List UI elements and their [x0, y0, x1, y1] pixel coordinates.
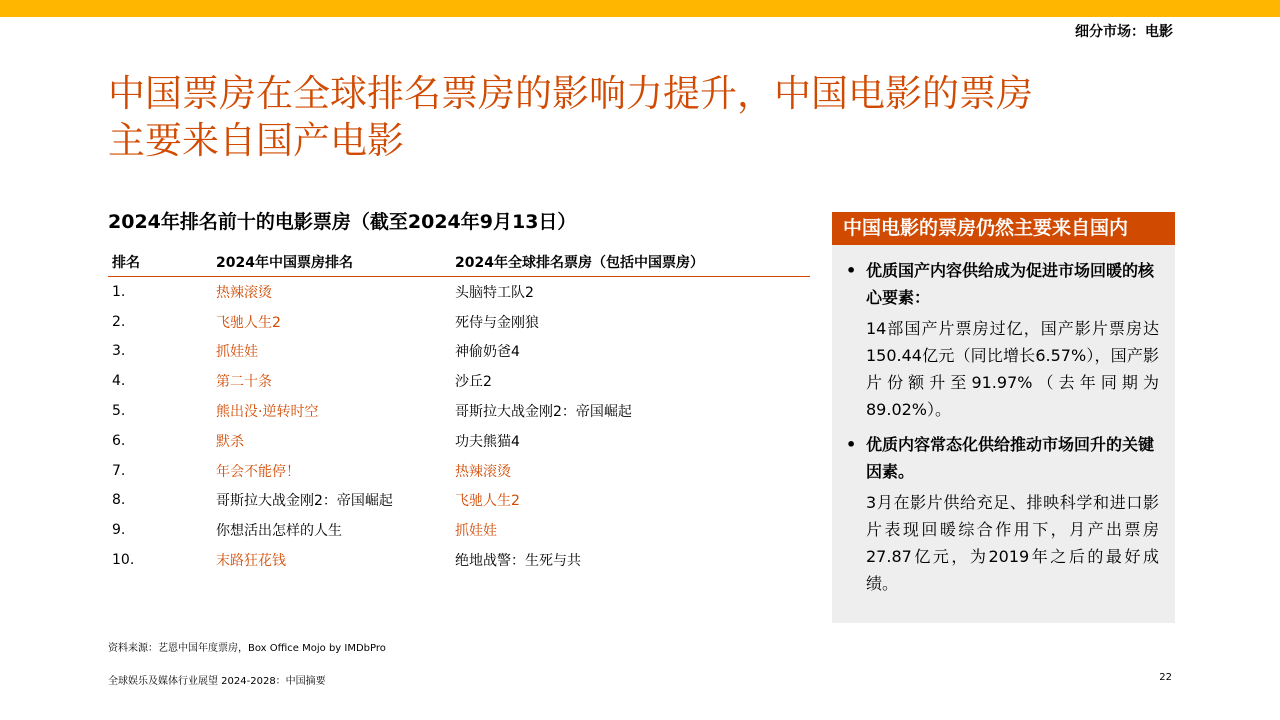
table-row: [108, 456, 810, 486]
china-rank-cell: 抓娃娃: [216, 344, 258, 361]
source-note: 资料来源：艺恩中国年度票房，Box Office Mojo by IMDbPro: [108, 643, 386, 654]
table-header-row: [108, 248, 810, 277]
panel-bullet: [846, 257, 1159, 311]
rank-cell: 10.: [112, 552, 135, 569]
table-row: [108, 366, 810, 396]
rank-cell: 4.: [112, 373, 126, 390]
table-row: [108, 515, 810, 545]
global-rank-cell: 沙丘2: [455, 374, 492, 391]
china-rank-cell: 哥斯拉大战金刚2：帝国崛起: [216, 493, 393, 510]
china-rank-cell: 默杀: [216, 433, 244, 450]
global-rank-cell: 功夫熊猫4: [455, 433, 520, 450]
table-row: [108, 545, 810, 575]
panel-bullet-text: 优质内容常态化供给推动市场回升的关键因素。: [866, 435, 1155, 481]
table-row: [108, 277, 810, 307]
report-footer: 全球娱乐及媒体行业展望 2024-2028：中国摘要: [108, 676, 326, 687]
rank-cell: 6.: [112, 432, 126, 449]
bullet-dot-icon: •: [846, 435, 857, 454]
china-rank-cell: 第二十条: [216, 374, 272, 391]
china-rank-cell: 末路狂花钱: [216, 553, 286, 570]
rank-cell: 8.: [112, 492, 126, 509]
rank-cell: 7.: [112, 462, 126, 479]
table-row: [108, 486, 810, 516]
china-rank-cell: 熊出没·逆转时空: [216, 404, 319, 421]
column-header-rank: 排名: [108, 248, 212, 277]
global-rank-cell: 抓娃娃: [455, 523, 497, 540]
top-accent-bar: [0, 0, 1280, 17]
panel-paragraph: 14部国产片票房过亿，国产影片票房达150.44亿元（同比增长6.57%），国产影片份额升至91.97%（去年同期为89.02%）。: [866, 319, 1159, 419]
panel-paragraph: 3月在影片供给充足、排映科学和进口影片表现回暖综合作用下，月产出票房27.87亿元，为2019年之后的最好成绩。: [866, 493, 1159, 593]
panel-heading: 中国电影的票房仍然主要来自国内: [832, 212, 1175, 245]
table-row: [108, 396, 810, 426]
rank-cell: 2.: [112, 313, 126, 330]
column-header-china: 2024年中国票房排名: [212, 248, 451, 277]
china-rank-cell: 热辣滚烫: [216, 284, 272, 301]
global-rank-cell: 头脑特工队2: [455, 284, 534, 301]
page-title-line-2: 主要来自国产电影: [108, 119, 404, 162]
table-row: [108, 337, 810, 367]
china-rank-cell: 你想活出怎样的人生: [216, 523, 342, 540]
table-title: 2024年排名前十的电影票房（截至2024年9月13日）: [108, 211, 577, 233]
rank-cell: 1.: [112, 283, 126, 300]
rank-cell: 5.: [112, 403, 126, 420]
table-row: [108, 307, 810, 337]
page-title: [108, 70, 1118, 164]
global-rank-cell: 绝地战警：生死与共: [455, 553, 581, 570]
global-rank-cell: 死侍与金刚狼: [455, 314, 539, 331]
insight-panel: [832, 212, 1175, 623]
china-rank-cell: 飞驰人生2: [216, 314, 281, 331]
global-rank-cell: 热辣滚烫: [455, 463, 511, 480]
box-office-table: [108, 248, 810, 575]
panel-bullet-text: 优质国产内容供给成为促进市场回暖的核心要素：: [866, 261, 1155, 307]
page-title-line-1: 中国票房在全球排名票房的影响力提升，中国电影的票房: [108, 72, 1033, 115]
global-rank-cell: 神偷奶爸4: [455, 344, 520, 361]
bullet-dot-icon: •: [846, 261, 857, 280]
rank-cell: 3.: [112, 343, 126, 360]
table-row: [108, 426, 810, 456]
page-number: 22: [1159, 672, 1172, 683]
section-tag: 细分市场：电影: [1075, 24, 1173, 40]
global-rank-cell: 飞驰人生2: [455, 493, 520, 510]
panel-bullet: [846, 431, 1159, 485]
global-rank-cell: 哥斯拉大战金刚2：帝国崛起: [455, 404, 632, 421]
china-rank-cell: 年会不能停！: [216, 463, 300, 480]
rank-cell: 9.: [112, 522, 126, 539]
column-header-global: 2024年全球排名票房（包括中国票房）: [451, 248, 810, 277]
